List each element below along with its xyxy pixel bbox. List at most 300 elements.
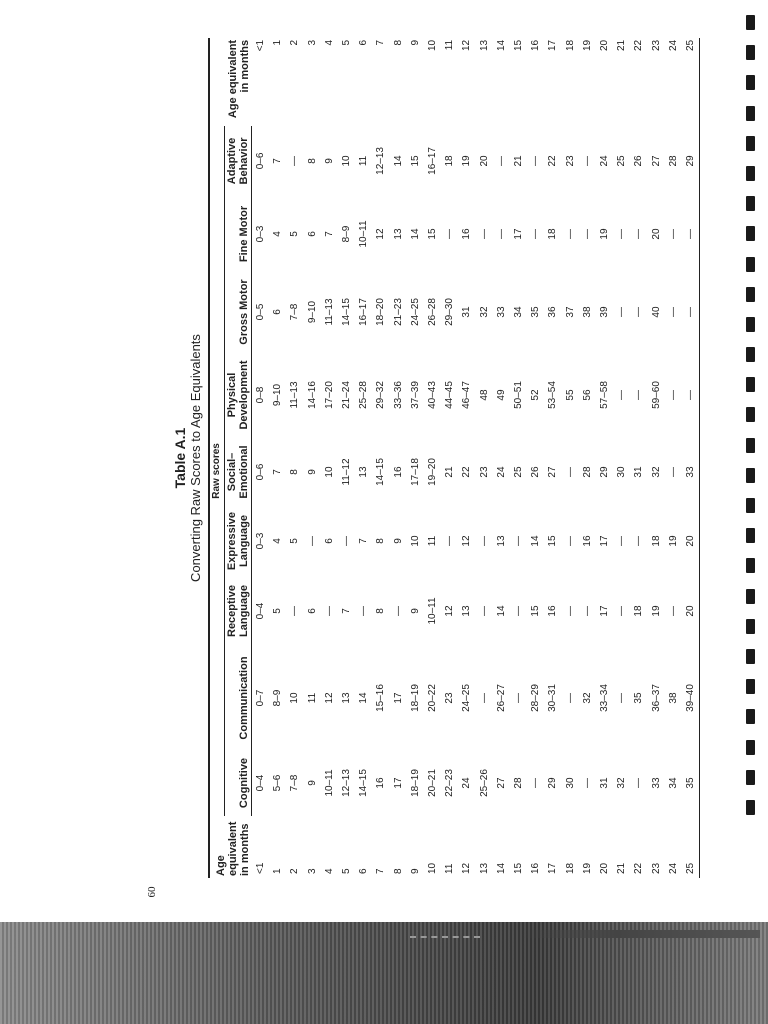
- cell-social-emotional: 10: [323, 466, 335, 478]
- binding-mark: [746, 528, 755, 543]
- cell-receptive-language: 13: [461, 605, 473, 617]
- cell-age-left: 21: [616, 862, 628, 874]
- cell-social-emotional: 29: [599, 466, 611, 478]
- cell-receptive-language: —: [616, 606, 628, 616]
- cell-social-emotional: 23: [478, 466, 490, 478]
- header-fine-motor: Fine Motor: [225, 196, 252, 272]
- cell-expressive-language: 7: [358, 538, 370, 544]
- cell-adaptive-behavior: 8: [306, 158, 318, 164]
- cell-adaptive-behavior: 11: [358, 155, 370, 167]
- table-row: [286, 38, 303, 878]
- cell-cognitive: 10–11: [323, 769, 335, 797]
- cell-social-emotional: 19–20: [427, 458, 439, 486]
- cell-physical-development: 29–32: [375, 381, 387, 409]
- cell-age-right: 2: [289, 39, 301, 46]
- cell-fine-motor: 14: [409, 228, 421, 240]
- cell-expressive-language: 10: [409, 535, 421, 547]
- cell-social-emotional: 16: [392, 466, 404, 478]
- cell-expressive-language: —: [306, 536, 318, 546]
- table-row: [338, 38, 355, 878]
- cell-gross-motor: —: [682, 272, 700, 352]
- cell-gross-motor: 7–8: [289, 303, 301, 321]
- cell-adaptive-behavior: 22: [547, 155, 559, 167]
- cell-fine-motor: —: [444, 229, 456, 239]
- cell-cognitive: 9: [306, 780, 318, 786]
- binding-mark: [746, 257, 755, 272]
- cell-communication: 8–9: [272, 689, 284, 707]
- binding-mark: [746, 649, 755, 664]
- cell-communication: —: [513, 693, 525, 703]
- cell-cognitive: 28: [513, 777, 525, 789]
- cell-fine-motor: 5: [289, 231, 301, 237]
- cell-gross-motor: 0–5: [255, 303, 266, 321]
- cell-gross-motor: 31: [461, 306, 473, 318]
- cell-social-emotional: 26: [530, 466, 542, 478]
- cell-social-emotional: 32: [650, 466, 662, 478]
- cell-age-left: 18: [564, 862, 576, 874]
- cell-age-left: 1: [272, 868, 284, 874]
- cell-communication: —: [478, 693, 490, 703]
- cell-receptive-language: 17: [599, 605, 611, 617]
- cell-age-right: 3: [306, 39, 318, 46]
- cell-social-emotional: 21: [444, 466, 456, 478]
- cell-gross-motor: —: [633, 307, 645, 317]
- cell-communication: 12: [323, 692, 335, 704]
- cell-receptive-language: —: [564, 606, 576, 616]
- cell-adaptive-behavior: 23: [564, 155, 576, 167]
- cell-receptive-language: —: [392, 606, 404, 616]
- header-gross-motor: Gross Motor: [225, 272, 252, 352]
- binding-mark: [746, 770, 755, 785]
- cell-physical-development: 49: [495, 389, 507, 401]
- cell-age-left: 19: [581, 862, 593, 874]
- table-row: [544, 38, 561, 878]
- binding-mark: [746, 226, 755, 241]
- cell-social-emotional: 14–15: [375, 458, 387, 486]
- cell-cognitive: —: [633, 778, 645, 788]
- cell-expressive-language: —: [513, 536, 525, 546]
- cell-age-right: 1: [272, 39, 284, 46]
- cell-social-emotional: 25: [513, 466, 525, 478]
- binding-edge-marks: [738, 15, 762, 815]
- cell-physical-development: 25–28: [358, 381, 370, 409]
- cell-adaptive-behavior: 0–6: [255, 152, 266, 170]
- cell-communication: 0–7: [255, 689, 266, 707]
- cell-receptive-language: 10–11: [427, 597, 439, 625]
- binding-mark: [746, 558, 755, 573]
- cell-physical-development: 53–54: [547, 381, 559, 409]
- cell-gross-motor: 11–13: [323, 298, 335, 326]
- cell-gross-motor: 26–28: [427, 298, 439, 326]
- cell-communication: 33–34: [599, 684, 611, 712]
- header-age-left: Age equivalent in months: [209, 816, 252, 878]
- cell-gross-motor: 16–17: [358, 298, 370, 326]
- binding-mark: [746, 468, 755, 483]
- table-row: [304, 38, 321, 878]
- binding-mark: [746, 619, 755, 634]
- cell-fine-motor: 6: [306, 231, 318, 237]
- table-row: [252, 38, 270, 878]
- cell-receptive-language: 18: [633, 605, 645, 617]
- cell-gross-motor: 6: [272, 309, 284, 315]
- table-row: [665, 38, 682, 878]
- cell-receptive-language: —: [358, 606, 370, 616]
- cell-cognitive: 29: [547, 777, 559, 789]
- cell-communication: 23: [444, 692, 456, 704]
- cell-age-right: 9: [409, 39, 421, 46]
- cell-age-left: 16: [530, 862, 542, 874]
- binding-mark: [746, 740, 755, 755]
- cell-gross-motor: 38: [581, 306, 593, 318]
- cell-fine-motor: 0–3: [255, 225, 266, 243]
- cell-receptive-language: 12: [444, 605, 456, 617]
- cell-fine-motor: 12: [375, 228, 387, 240]
- cell-age-left: 20: [599, 862, 611, 874]
- cell-social-emotional: 27: [547, 466, 559, 478]
- cell-physical-development: 50–51: [513, 381, 525, 409]
- cell-fine-motor: —: [616, 229, 628, 239]
- cell-receptive-language: —: [667, 606, 679, 616]
- cell-adaptive-behavior: 19: [461, 155, 473, 167]
- binding-mark: [746, 196, 755, 211]
- table-title: Table A.1: [172, 427, 188, 489]
- scan-streak: [520, 930, 760, 938]
- cell-gross-motor: 35: [530, 306, 542, 318]
- table-row: [355, 38, 372, 878]
- cell-physical-development: 37–39: [409, 381, 421, 409]
- cell-age-right: 11: [444, 39, 456, 51]
- table-row: [613, 38, 630, 878]
- cell-physical-development: 44–45: [444, 381, 456, 409]
- cell-expressive-language: 5: [289, 538, 301, 544]
- cell-physical-development: 46–47: [461, 381, 473, 409]
- cell-communication: 14: [358, 692, 370, 704]
- cell-communication: 10: [289, 692, 301, 704]
- table-row: [493, 38, 510, 878]
- cell-social-emotional: 13: [358, 466, 370, 478]
- cell-fine-motor: 7: [323, 231, 335, 237]
- cell-cognitive: 20–21: [427, 769, 439, 797]
- header-age-right: Age equivalent in months: [209, 38, 252, 126]
- cell-gross-motor: 33: [495, 306, 507, 318]
- cell-age-right: 7: [375, 39, 387, 46]
- cell-receptive-language: 16: [547, 605, 559, 617]
- cell-adaptive-behavior: —: [495, 155, 507, 166]
- cell-gross-motor: 37: [564, 306, 576, 318]
- cell-expressive-language: —: [444, 536, 456, 546]
- cell-expressive-language: 9: [392, 538, 404, 544]
- cell-physical-development: 9–10: [272, 383, 284, 407]
- table-row: [682, 38, 700, 878]
- binding-mark: [746, 589, 755, 604]
- cell-communication: 30–31: [547, 684, 559, 712]
- cell-physical-development: —: [616, 390, 628, 400]
- table-row: [476, 38, 493, 878]
- cell-adaptive-behavior: 10: [341, 155, 353, 167]
- cell-physical-development: —: [667, 390, 679, 400]
- cell-social-emotional: 8: [289, 469, 301, 475]
- cell-age-right: 16: [530, 39, 542, 52]
- cell-age-left: 8: [392, 868, 404, 874]
- cell-gross-motor: 18–20: [375, 298, 387, 326]
- table-subtitle: Converting Raw Scores to Age Equivalents: [188, 334, 203, 582]
- table-row: [390, 38, 407, 878]
- cell-age-right: 21: [616, 39, 628, 52]
- cell-cognitive: 27: [495, 777, 507, 789]
- cell-physical-development: 40–43: [427, 381, 439, 409]
- cell-expressive-language: 17: [599, 535, 611, 547]
- cell-receptive-language: 19: [650, 605, 662, 617]
- cell-adaptive-behavior: 15: [409, 155, 421, 167]
- header-raw-scores: Raw scores: [209, 126, 225, 816]
- cell-age-left: 15: [513, 862, 525, 874]
- cell-receptive-language: 6: [306, 608, 318, 614]
- binding-mark: [746, 679, 755, 694]
- cell-expressive-language: 13: [495, 535, 507, 547]
- cell-age-left: 24: [667, 862, 679, 874]
- cell-fine-motor: —: [530, 229, 542, 239]
- cell-receptive-language: —: [289, 606, 301, 616]
- cell-social-emotional: 28: [581, 466, 593, 478]
- cell-fine-motor: 17: [513, 228, 525, 240]
- cell-expressive-language: 18: [650, 535, 662, 547]
- cell-age-left: 13: [478, 862, 490, 874]
- cell-physical-development: 11–13: [289, 381, 301, 409]
- cell-physical-development: 59–60: [650, 381, 662, 409]
- cell-gross-motor: 36: [547, 306, 559, 318]
- cell-cognitive: 18–19: [409, 769, 421, 797]
- binding-mark: [746, 800, 755, 815]
- cell-cognitive: 24: [461, 777, 473, 789]
- cell-expressive-language: —: [616, 536, 628, 546]
- cell-expressive-language: —: [478, 536, 490, 546]
- binding-mark: [746, 136, 755, 151]
- cell-age-right: 17: [547, 39, 559, 52]
- cell-social-emotional: 9: [306, 469, 318, 475]
- binding-mark: [746, 15, 755, 30]
- cell-adaptive-behavior: 29: [682, 126, 700, 196]
- cell-social-emotional: 30: [616, 466, 628, 478]
- cell-fine-motor: 8–9: [341, 225, 353, 243]
- cell-communication: 35: [633, 692, 645, 704]
- cell-gross-motor: 34: [513, 306, 525, 318]
- binding-mark: [746, 498, 755, 513]
- cell-communication: 13: [341, 692, 353, 704]
- cell-cognitive: 34: [667, 777, 679, 789]
- table-row: [424, 38, 441, 878]
- cell-social-emotional: 31: [633, 466, 645, 478]
- cell-fine-motor: 4: [272, 231, 284, 237]
- table-row: [321, 38, 338, 878]
- binding-mark: [746, 438, 755, 453]
- table-row: [407, 38, 424, 878]
- cell-communication: 32: [581, 692, 593, 704]
- cell-adaptive-behavior: 28: [667, 155, 679, 167]
- cell-gross-motor: 39: [599, 306, 611, 318]
- cell-age-right: 5: [341, 39, 353, 46]
- cell-cognitive: 16: [375, 777, 387, 789]
- cell-age-right: 24: [667, 39, 679, 52]
- cell-adaptive-behavior: 18: [444, 155, 456, 167]
- cell-expressive-language: —: [633, 536, 645, 546]
- cell-gross-motor: —: [667, 307, 679, 317]
- cell-cognitive: —: [530, 778, 542, 788]
- cell-expressive-language: —: [564, 536, 576, 546]
- cell-social-emotional: —: [564, 467, 576, 477]
- cell-age-right: 25: [682, 38, 700, 126]
- cell-physical-development: 57–58: [599, 381, 611, 409]
- cell-fine-motor: 16: [461, 228, 473, 240]
- cell-social-emotional: 11–12: [341, 458, 353, 486]
- cell-age-right: 4: [323, 39, 335, 46]
- cell-fine-motor: —: [581, 229, 593, 239]
- cell-age-right: 14: [495, 39, 507, 52]
- cell-social-emotional: 7: [272, 469, 284, 475]
- cell-physical-development: 17–20: [323, 381, 335, 409]
- table-row: [579, 38, 596, 878]
- cell-cognitive: —: [581, 778, 593, 788]
- cell-cognitive: 33: [650, 777, 662, 789]
- binding-mark: [746, 709, 755, 724]
- cell-age-left: 4: [323, 868, 335, 874]
- cell-adaptive-behavior: 24: [599, 155, 611, 167]
- cell-receptive-language: 15: [530, 605, 542, 617]
- cell-communication: —: [564, 693, 576, 703]
- cell-adaptive-behavior: —: [530, 155, 542, 166]
- cell-age-left: 25: [682, 816, 700, 878]
- cell-physical-development: —: [682, 352, 700, 438]
- cell-expressive-language: 12: [461, 535, 473, 547]
- cell-cognitive: 12–13: [341, 769, 353, 797]
- cell-expressive-language: 8: [375, 538, 387, 544]
- cell-cognitive: 32: [616, 777, 628, 789]
- table-row: [510, 38, 527, 878]
- cell-physical-development: 55: [564, 389, 576, 401]
- cell-expressive-language: 16: [581, 535, 593, 547]
- cell-cognitive: 30: [564, 777, 576, 789]
- cell-fine-motor: —: [633, 229, 645, 239]
- cell-gross-motor: 24–25: [409, 298, 421, 326]
- cell-expressive-language: 20: [682, 506, 700, 576]
- cell-age-left: 3: [306, 868, 318, 874]
- header-expressive-language: Expressive Language: [225, 506, 252, 576]
- cell-age-right: 22: [633, 39, 645, 52]
- binding-mark: [746, 347, 755, 362]
- cell-physical-development: 56: [581, 389, 593, 401]
- cell-communication: 18–19: [409, 684, 421, 712]
- cell-expressive-language: 0–3: [255, 532, 266, 550]
- cell-communication: 20–22: [427, 684, 439, 712]
- cell-cognitive: 17: [392, 777, 404, 789]
- cell-cognitive: 7–8: [289, 774, 301, 792]
- cell-fine-motor: 15: [427, 228, 439, 240]
- header-receptive-language: Receptive Language: [225, 576, 252, 646]
- cell-expressive-language: —: [341, 536, 353, 546]
- cell-receptive-language: —: [513, 606, 525, 616]
- cell-physical-development: 52: [530, 389, 542, 401]
- cell-communication: 11: [306, 692, 318, 704]
- cell-gross-motor: 14–15: [341, 298, 353, 326]
- cell-expressive-language: 11: [427, 535, 439, 547]
- cell-social-emotional: 33: [682, 438, 700, 506]
- cell-age-left: 17: [547, 862, 559, 874]
- table-row: [648, 38, 665, 878]
- cell-gross-motor: 9–10: [306, 300, 318, 324]
- cell-age-left: 10: [427, 862, 439, 874]
- header-social-emotional: Social– Emotional: [225, 438, 252, 506]
- cell-fine-motor: 20: [650, 228, 662, 240]
- cell-age-right: 18: [564, 39, 576, 52]
- cell-receptive-language: —: [478, 606, 490, 616]
- cell-social-emotional: 22: [461, 466, 473, 478]
- cell-age-right: 15: [513, 39, 525, 52]
- cell-cognitive: 5–6: [272, 774, 284, 792]
- cell-communication: 15–16: [375, 684, 387, 712]
- cell-adaptive-behavior: 21: [513, 155, 525, 167]
- cell-age-left: 6: [358, 868, 370, 874]
- cell-communication: 38: [667, 692, 679, 704]
- binding-mark: [746, 106, 755, 121]
- table-row: [527, 38, 544, 878]
- cell-cognitive: 35: [682, 750, 700, 816]
- binding-mark: [746, 75, 755, 90]
- cell-adaptive-behavior: 16–17: [427, 147, 439, 175]
- cell-social-emotional: 17–18: [409, 458, 421, 486]
- header-adaptive-behavior: Adaptive Behavior: [225, 126, 252, 196]
- cell-cognitive: 14–15: [358, 769, 370, 797]
- cell-physical-development: 48: [478, 389, 490, 401]
- cell-fine-motor: —: [495, 229, 507, 239]
- cell-age-left: 22: [633, 862, 645, 874]
- cell-gross-motor: 32: [478, 306, 490, 318]
- cell-age-right: <1: [254, 39, 266, 52]
- table-row: [269, 38, 286, 878]
- table-row: [441, 38, 458, 878]
- cell-adaptive-behavior: 14: [392, 155, 404, 167]
- cell-receptive-language: 9: [409, 608, 421, 614]
- cell-adaptive-behavior: 9: [323, 158, 335, 164]
- cell-fine-motor: —: [478, 229, 490, 239]
- rotated-table-page: [170, 38, 730, 878]
- cell-expressive-language: 14: [530, 535, 542, 547]
- cell-gross-motor: 21–23: [392, 298, 404, 326]
- cell-age-right: 8: [392, 39, 404, 46]
- cell-receptive-language: —: [581, 606, 593, 616]
- cell-communication: 39–40: [682, 646, 700, 750]
- cell-expressive-language: 19: [667, 535, 679, 547]
- cell-fine-motor: —: [667, 229, 679, 239]
- table-body: [252, 38, 700, 878]
- cell-fine-motor: 13: [392, 228, 404, 240]
- cell-social-emotional: 0–6: [255, 463, 266, 481]
- cell-communication: 24–25: [461, 684, 473, 712]
- cell-communication: —: [616, 693, 628, 703]
- conversion-table: [208, 38, 700, 878]
- cell-receptive-language: 14: [495, 605, 507, 617]
- scan-dash-mark: [410, 936, 480, 940]
- cell-age-left: <1: [254, 862, 266, 874]
- cell-age-right: 12: [461, 39, 473, 52]
- cell-adaptive-behavior: 20: [478, 155, 490, 167]
- cell-cognitive: 25–26: [478, 769, 490, 797]
- cell-age-left: 23: [650, 862, 662, 874]
- table-row: [458, 38, 475, 878]
- cell-physical-development: 14–16: [306, 381, 318, 409]
- page-number: 60: [146, 886, 158, 898]
- cell-adaptive-behavior: —: [581, 155, 593, 166]
- header-cognitive: Cognitive: [225, 750, 252, 816]
- cell-receptive-language: 20: [682, 576, 700, 646]
